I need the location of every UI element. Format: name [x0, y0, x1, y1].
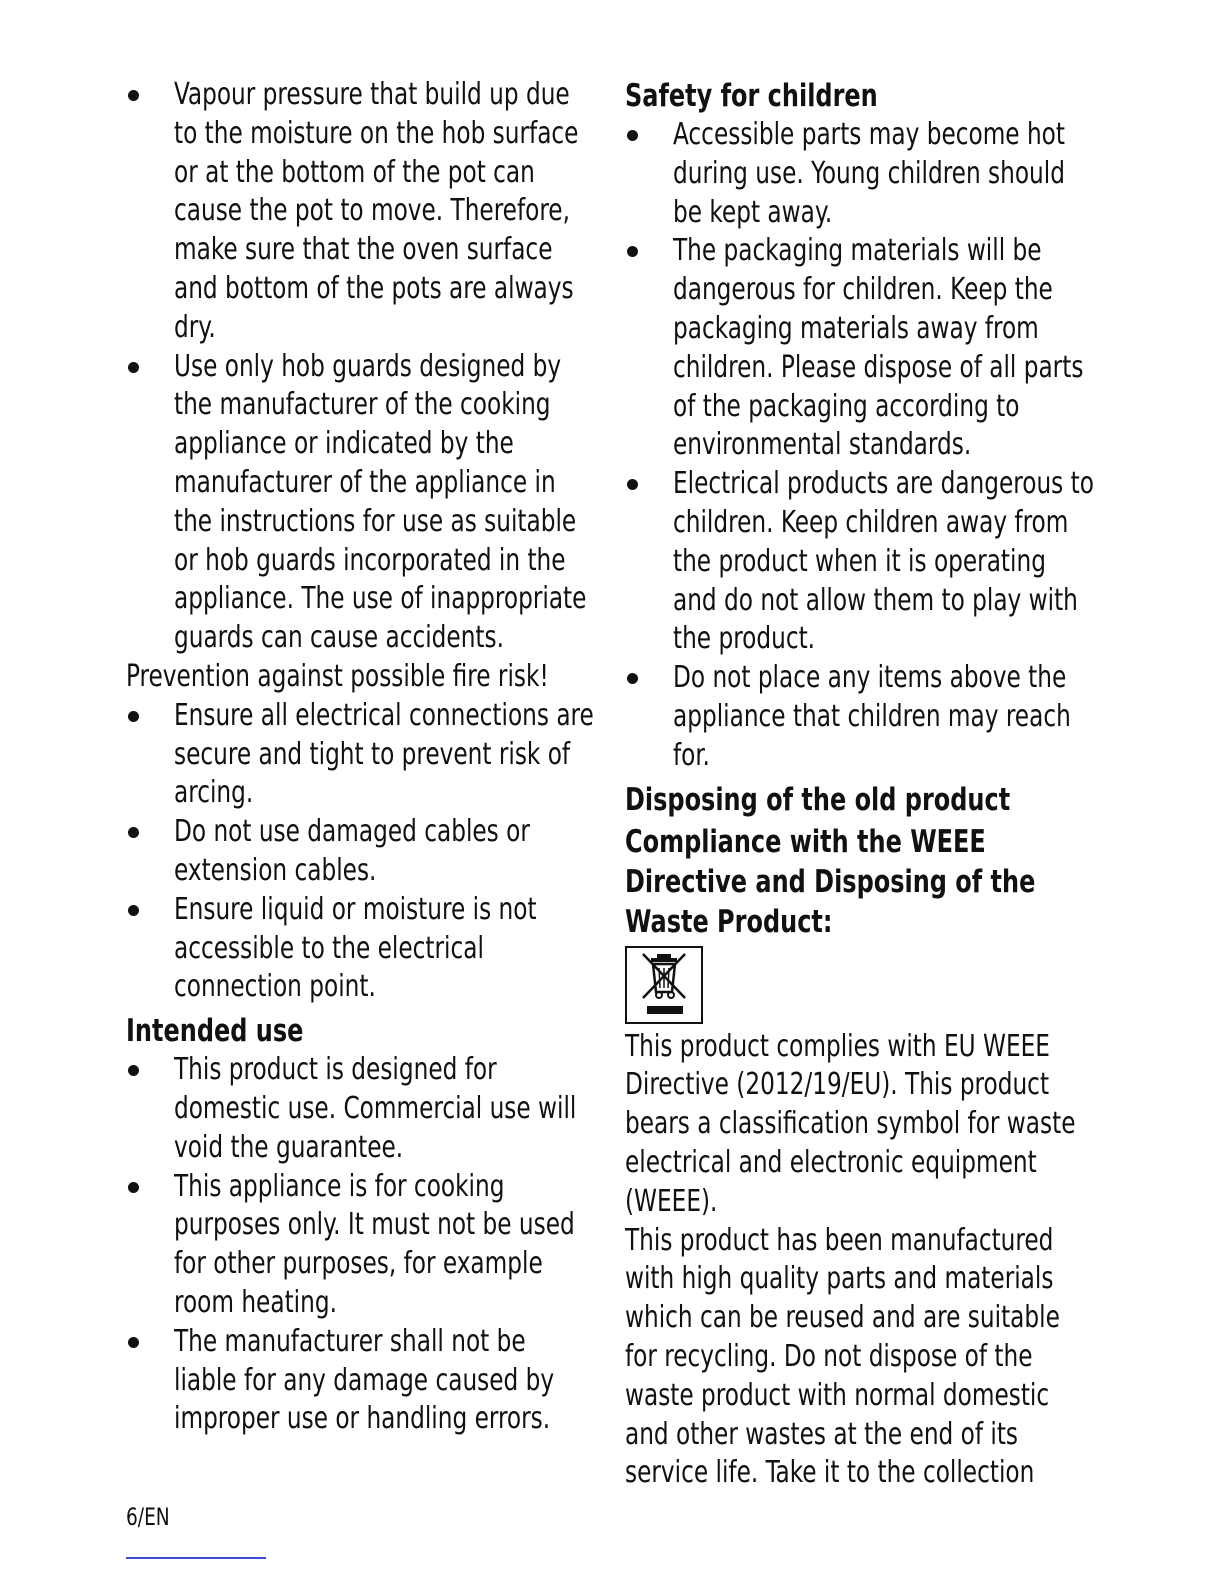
bullet-icon: [128, 827, 139, 838]
disposing-heading: Disposing of the old product: [625, 781, 1011, 818]
intended-use-list: [126, 1051, 596, 1439]
list-item: This appliance is for cooking purposes only. It must not be used for other purposes, for example room heating.: [126, 1168, 596, 1323]
bullet-icon: [128, 905, 139, 916]
bullet-icon: [627, 479, 638, 490]
bullet-icon: [128, 90, 139, 101]
safety-children-heading: Safety for children: [625, 78, 878, 114]
list-item: Accessible parts may become hot during use. Young children should be kept away.: [625, 116, 1095, 232]
weee-paragraph-1: This product complies with EU WEEE Directive (2012/19/EU). This product bears a classification symbol for waste electrical and electronic equipment (WEEE).: [625, 1028, 1076, 1219]
bullet-icon: [128, 1182, 139, 1193]
bullet-icon: [128, 1337, 139, 1348]
list-item: Do not place any items above the appliance that children may reach for.: [625, 659, 1095, 775]
intended-use-heading: Intended use: [126, 1013, 304, 1050]
bullet-icon: [128, 1065, 139, 1076]
weee-bin-icon: [625, 946, 703, 1024]
list-item: Vapour pressure that build up due to the moisture on the hob surface or at the bottom of the pot can cause the pot to move. Therefore, make sure that the oven surface and bottom of the pots are always dry.: [126, 76, 596, 348]
children-safety-list: [625, 116, 1095, 776]
list-item: Electrical products are dangerous to children. Keep children away from the product when it is operating and do not allow them to play with the product.: [625, 465, 1095, 659]
fire-risk-heading: Prevention against possible fire risk!: [126, 658, 549, 694]
bullet-icon: [627, 246, 638, 257]
list-item: This product is designed for domestic use. Commercial use will void the guarantee.: [126, 1051, 596, 1167]
hob-safety-list: [126, 76, 596, 658]
fire-risk-list: [126, 697, 596, 1007]
bullet-icon: [627, 673, 638, 684]
bullet-icon: [627, 130, 638, 141]
footer-divider: [126, 1557, 266, 1559]
list-item: Ensure liquid or moisture is not accessible to the electrical connection point.: [126, 891, 596, 1007]
list-item: Use only hob guards designed by the manufacturer of the cooking appliance or indicated by the manufacturer of the appliance in the instructions for use as suitable or hob guards incorporated in the appliance. The use of inappropriate guards can cause accidents.: [126, 348, 596, 658]
left-column: [126, 76, 596, 1439]
page-number: 6/EN: [126, 1503, 170, 1531]
bullet-icon: [128, 362, 139, 373]
list-item: Ensure all electrical connections are secure and tight to prevent risk of arcing.: [126, 697, 596, 813]
list-item: The packaging materials will be dangerous for children. Keep the packaging materials away from children. Please dispose of all parts of the packaging according to environmental standards.: [625, 232, 1095, 465]
weee-heading: Compliance with the WEEE Directive and Disposing of the Waste Product:: [625, 823, 1036, 940]
list-item: The manufacturer shall not be liable for any damage caused by improper use or handling errors.: [126, 1323, 596, 1439]
right-column: [625, 76, 1095, 1493]
weee-paragraph-2: This product has been manufactured with high quality parts and materials which can be reused and are suitable for recycling. Do not dispose of the waste product with normal domestic and other wastes at the end of its service life. Take it to the collection: [625, 1222, 1060, 1491]
list-item: Do not use damaged cables or extension cables.: [126, 813, 596, 891]
bullet-icon: [128, 711, 139, 722]
